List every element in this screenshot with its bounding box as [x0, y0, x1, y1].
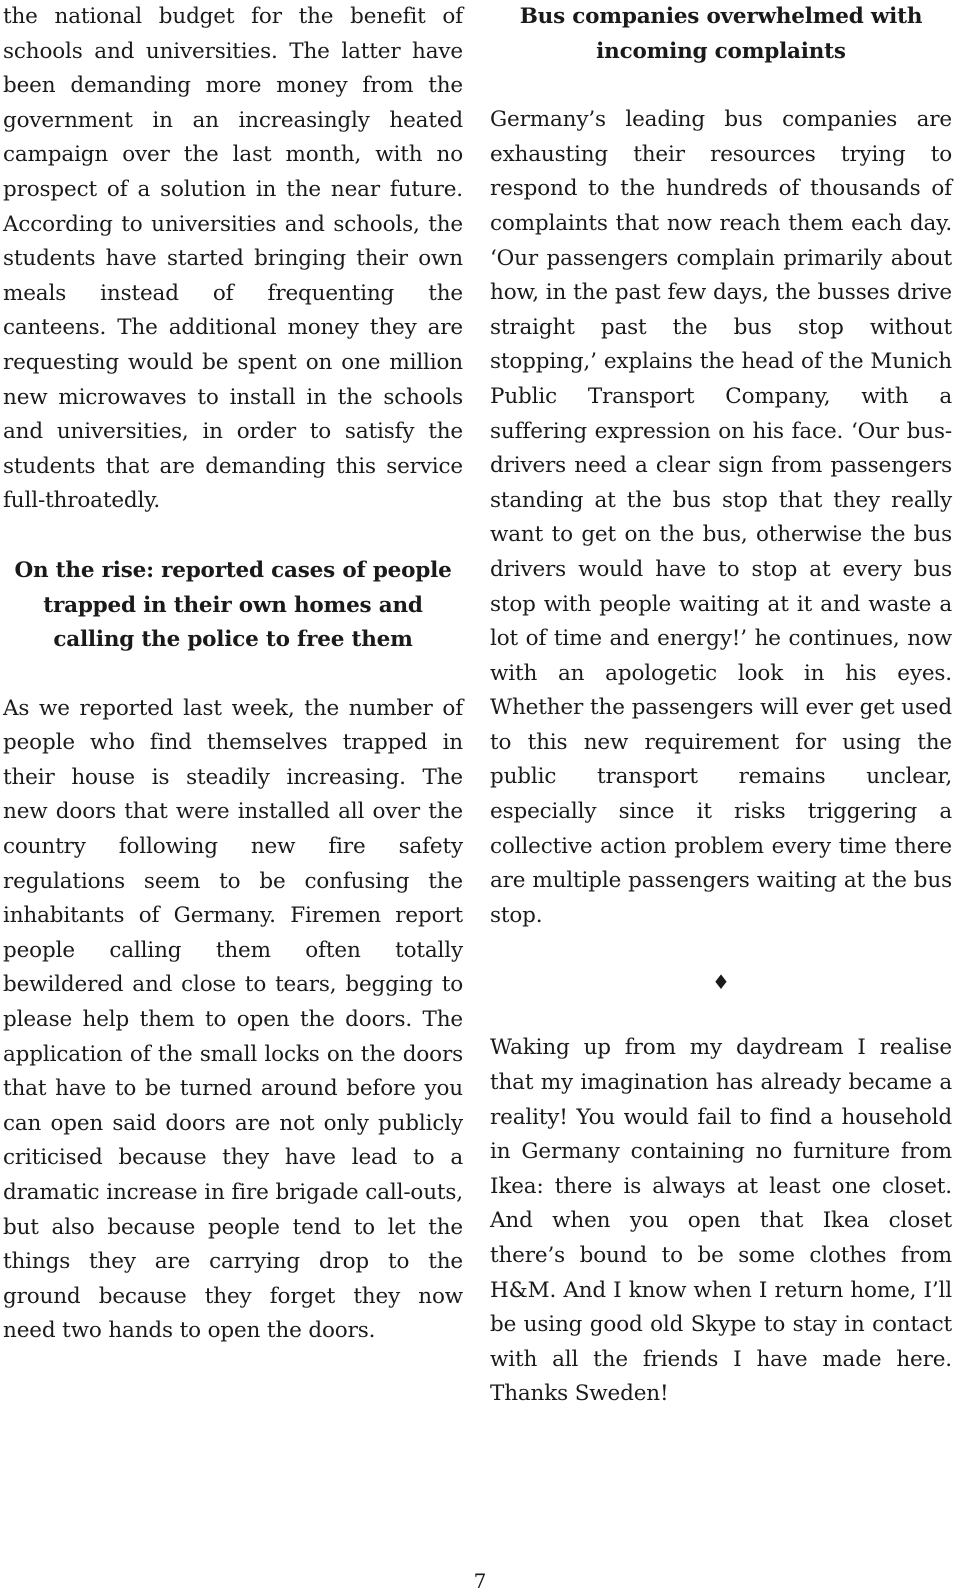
article-paragraph-bus-complaints: Germany’s leading bus companies are exhausting their resources trying to respond to the hundreds of thousands of complaints that now reach them each day. ‘Our passengers complain primarily about how, in the past few days, the busses drive straight past the bus stop without stopping,’ explains the head of the Munich Public Transport Company, with a suffering expression on his face. ‘Our bus-drivers need a clear sign from passengers standing at the bus stop that they really want to get on the bus, otherwise the bus drivers would have to stop at every bus stop with people waiting at it and waste a lot of time and energy!’ he continues, now with an apologetic look in his eyes. Whether the passengers will ever get used to this new requirement for using the public transport remains unclear, especially since it risks triggering a collective action problem every time there are multiple passengers waiting at the bus stop. — [490, 107, 952, 928]
diamond-separator-icon: ♦ — [712, 970, 730, 995]
intro-paragraph: the national budget for the benefit of schools and universities. The latter have been demanding more money from the government in an increasingly heated campaign over the last month, with no prospect of a solution in the near future. According to universities and schools, the students have started bringing their own meals instead of frequenting the canteens. The additional money they are requesting would be spent on one million new microwaves to install in the schools and universities, in order to satisfy the students that are demanding this service full-throatedly. — [3, 4, 463, 514]
article-heading-trapped-at-home: On the rise: reported cases of people trapped in their own homes and calling the police to free them — [14, 557, 452, 653]
article-paragraph-trapped-at-home: As we reported last week, the number of people who find themselves trapped in their house is steadily increasing. The new doors that were installed all over the country following new fire safety regulations seem to be confusing the inhabitants of Germany. Firemen report people calling them often totally bewildered and close to tears, begging to please help them to open the doors. The application of the small locks on the doors that have to be turned around before you can open said doors are not only publicly criticised because they have lead to a dramatic increase in fire brigade call-outs, but also because people tend to let the things they are carrying drop to the ground because they forget they now need two hands to open the doors. — [3, 695, 463, 1344]
closing-paragraph: Waking up from my daydream I realise that my imagination has already became a reality! You would fail to find a household in Germany containing no furniture from Ikea: there is always at least one closet. And when you open that Ikea closet there’s bound to be some clothes from H&M. And I know when I return home, I’ll be using good old Skype to stay in contact with all the friends I have made here. Thanks Sweden! — [490, 1035, 952, 1407]
left-column — [3, 0, 463, 1349]
article-heading-bus-complaints: Bus companies overwhelmed with incoming complaints — [519, 4, 923, 64]
right-column — [490, 0, 952, 1412]
page-number: 7 — [473, 1569, 487, 1593]
